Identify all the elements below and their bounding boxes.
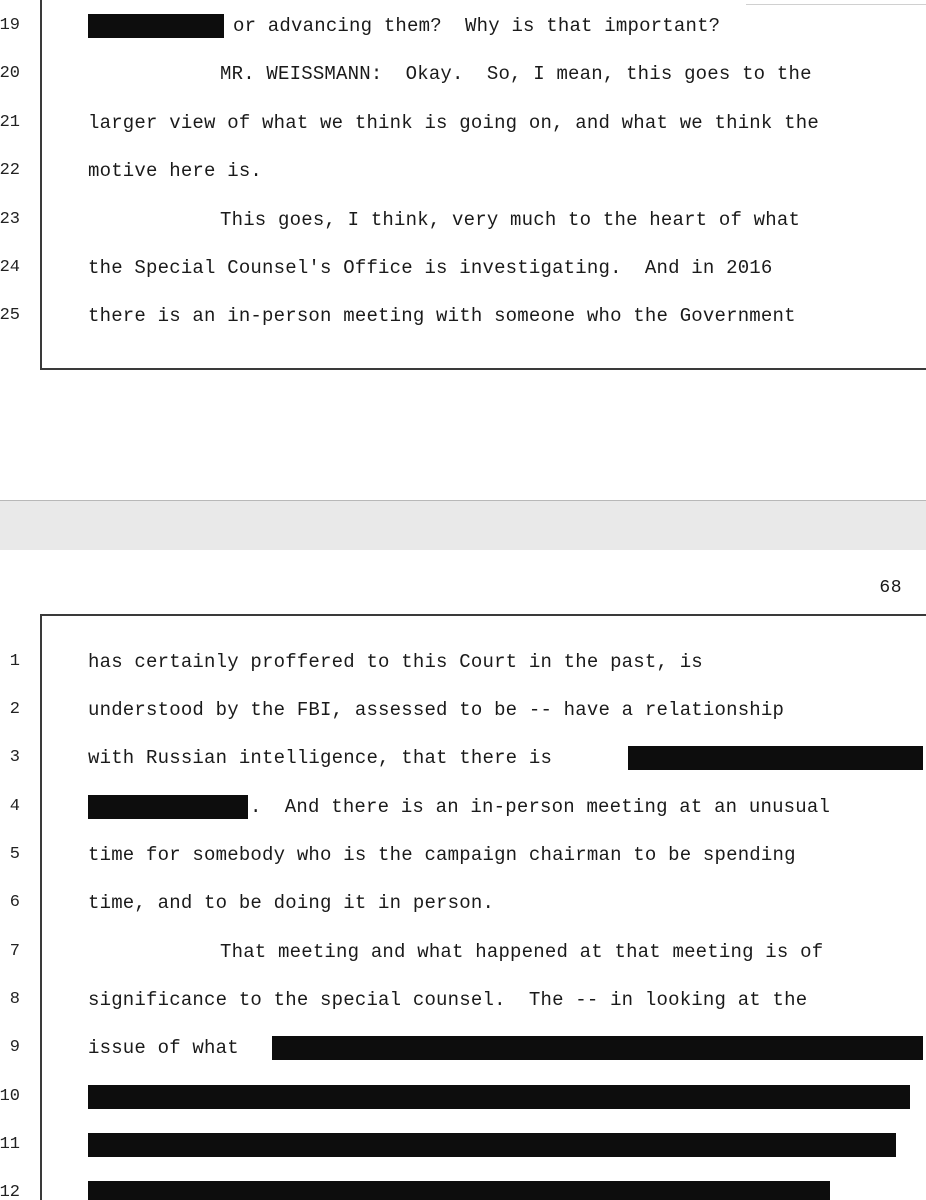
transcript-line bbox=[0, 203, 926, 237]
transcript-page-previous bbox=[0, 0, 926, 420]
transcript-line bbox=[0, 299, 926, 333]
line-number: 4 bbox=[9, 797, 20, 816]
transcript-line bbox=[0, 935, 926, 969]
redaction-block bbox=[88, 14, 224, 38]
line-number: 2 bbox=[9, 700, 20, 719]
redaction-block bbox=[88, 1181, 830, 1200]
transcript-line bbox=[0, 741, 926, 775]
line-number: 20 bbox=[0, 64, 20, 83]
line-text: issue of what bbox=[88, 1037, 239, 1059]
transcript-line bbox=[0, 1080, 926, 1114]
page-number: 68 bbox=[879, 578, 902, 598]
redaction-block bbox=[272, 1036, 923, 1060]
transcript-line bbox=[0, 1031, 926, 1065]
line-number: 12 bbox=[0, 1183, 20, 1200]
transcript-line bbox=[0, 645, 926, 679]
line-text: time for somebody who is the campaign chairman to be spending bbox=[88, 844, 796, 866]
line-text: motive here is. bbox=[88, 160, 263, 182]
redaction-block bbox=[88, 1085, 910, 1109]
page-edge bbox=[746, 0, 926, 5]
transcript-line bbox=[0, 154, 926, 188]
line-number: 6 bbox=[9, 893, 20, 912]
line-number: 8 bbox=[9, 990, 20, 1009]
transcript-line bbox=[0, 983, 926, 1017]
line-text: MR. WEISSMANN: Okay. So, I mean, this goes to the bbox=[220, 63, 812, 85]
line-text: . And there is an in-person meeting at an unusual bbox=[250, 796, 831, 818]
line-number: 5 bbox=[9, 845, 20, 864]
line-number: 3 bbox=[9, 748, 20, 767]
transcript-line bbox=[0, 693, 926, 727]
line-text: there is an in-person meeting with someone who the Government bbox=[88, 305, 796, 327]
line-text: significance to the special counsel. The -- in looking at the bbox=[88, 989, 808, 1011]
line-number: 22 bbox=[0, 161, 20, 180]
transcript-line bbox=[0, 106, 926, 140]
line-number: 21 bbox=[0, 113, 20, 132]
line-number: 10 bbox=[0, 1087, 20, 1106]
line-number: 7 bbox=[9, 942, 20, 961]
transcript-line bbox=[0, 57, 926, 91]
line-number: 9 bbox=[9, 1038, 20, 1057]
line-text: has certainly proffered to this Court in the past, is bbox=[88, 651, 703, 673]
page-separator bbox=[0, 500, 926, 552]
line-text: with Russian intelligence, that there is bbox=[88, 747, 553, 769]
line-text: time, and to be doing it in person. bbox=[88, 892, 495, 914]
line-number: 25 bbox=[0, 306, 20, 325]
transcript-line bbox=[0, 790, 926, 824]
line-number: 1 bbox=[9, 652, 20, 671]
line-text: That meeting and what happened at that meeting is of bbox=[220, 941, 824, 963]
line-text: This goes, I think, very much to the heart of what bbox=[220, 209, 801, 231]
transcript-line bbox=[0, 1176, 926, 1200]
line-text: larger view of what we think is going on, and what we think the bbox=[88, 112, 819, 134]
line-text: or advancing them? Why is that important? bbox=[233, 15, 721, 37]
transcript-line bbox=[0, 838, 926, 872]
line-number: 11 bbox=[0, 1135, 20, 1154]
redaction-block bbox=[628, 746, 923, 770]
transcript-line bbox=[0, 9, 926, 43]
line-number: 24 bbox=[0, 258, 20, 277]
redaction-block bbox=[88, 1133, 896, 1157]
line-number: 19 bbox=[0, 16, 20, 35]
transcript-line bbox=[0, 251, 926, 285]
line-text: the Special Counsel's Office is investigating. And in 2016 bbox=[88, 257, 773, 279]
transcript-line bbox=[0, 886, 926, 920]
redaction-block bbox=[88, 795, 248, 819]
line-number: 23 bbox=[0, 210, 20, 229]
line-text: understood by the FBI, assessed to be -- have a relationship bbox=[88, 699, 785, 721]
transcript-line bbox=[0, 1128, 926, 1162]
